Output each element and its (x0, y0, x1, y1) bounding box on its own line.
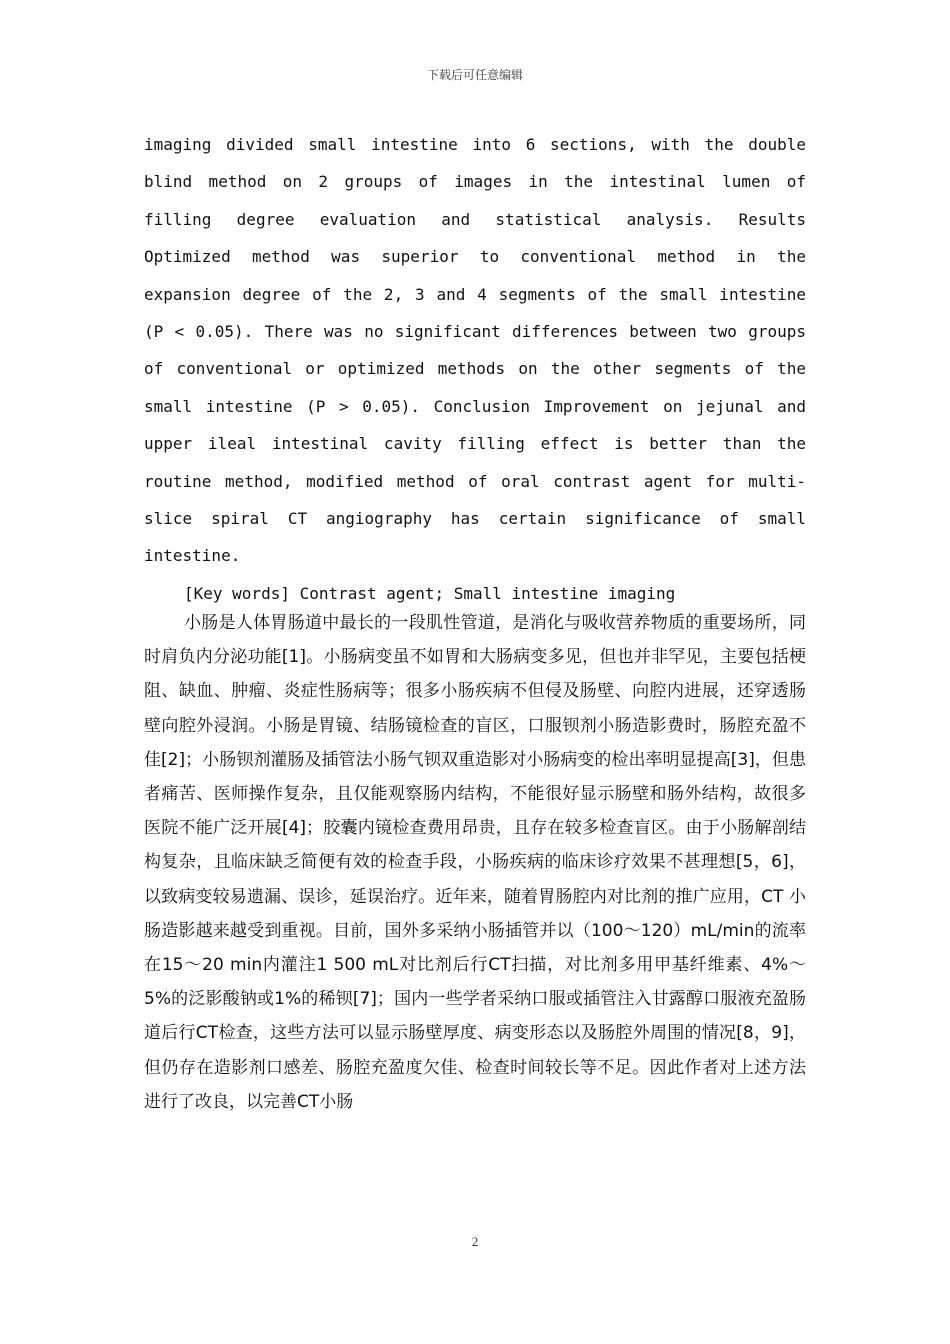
chinese-body (144, 606, 806, 1119)
body-paragraph: 小肠是人体胃肠道中最长的一段肌性管道，是消化与吸收营养物质的重要场所，同时肩负内分泌功能[1]。小肠病变虽不如胃和大肠病变多见，但也并非罕见，主要包括梗阻、缺血、肿瘤、炎症性肠病等；很多小肠疾病不但侵及肠壁、向腔内进展，还穿透肠壁向腔外浸润。小肠是胃镜、结肠镜检查的盲区，口服钡剂小肠造影费时，肠腔充盈不佳[2]；小肠钡剂灌肠及插管法小肠气钡双重造影对小肠病变的检出率明显提高[3]，但患者痛苦、医师操作复杂，且仅能观察肠内结构，不能很好显示肠壁和肠外结构，故很多医院不能广泛开展[4]；胶囊内镜检查费用昂贵，且存在较多检查盲区。由于小肠解剖结构复杂，且临床缺乏简便有效的检查手段，小肠疾病的临床诊疗效果不甚理想[5，6]，以致病变较易遗漏、误诊，延误治疗。近年来，随着胃肠腔内对比剂的推广应用，CT 小肠造影越来越受到重视。目前，国外多采纳小肠插管并以（100～120）mL/min的流率在15～20 min内灌注1 500 mL对比剂后行CT扫描，对比剂多用甲基纤维素、4%～5%的泛影酸钠或1%的稀钡[7]；国内一些学者采纳口服或插管注入甘露醇口服液充盈肠道后行CT检查，这些方法可以显示肠壁厚度、病变形态以及肠腔外周围的情况[8，9]，但仍存在造影剂口感差、肠腔充盈度欠佳、检查时间较长等不足。因此作者对上述方法进行了改良，以完善CT小肠 (144, 613, 806, 1112)
key-words: [Key words] Contrast agent; Small intestine imaging (184, 583, 676, 603)
page-header: 下载后可任意编辑 (426, 68, 523, 82)
abstract-paragraph: imaging divided small intestine into 6 sections, with the double blind method on 2 groups of images in the intestinal lumen of filling degree evaluation and statistical analysis. Results Optimized method was superior to conventional method in the expansion degree of the 2, 3 and 4 segments of the small intestine (P < 0.05). There was no significant differences between two groups of conventional or optimized methods on the other segments of the small intestine (P > 0.05). Conclusion Improvement on jejunal and upper ileal intestinal cavity filling effect is better than the routine method, modified method of oral contrast agent for multi-slice spiral CT angiography has certain significance of small intestine. (144, 135, 806, 566)
english-abstract (144, 126, 806, 612)
page-number: 2 (471, 1234, 479, 1249)
